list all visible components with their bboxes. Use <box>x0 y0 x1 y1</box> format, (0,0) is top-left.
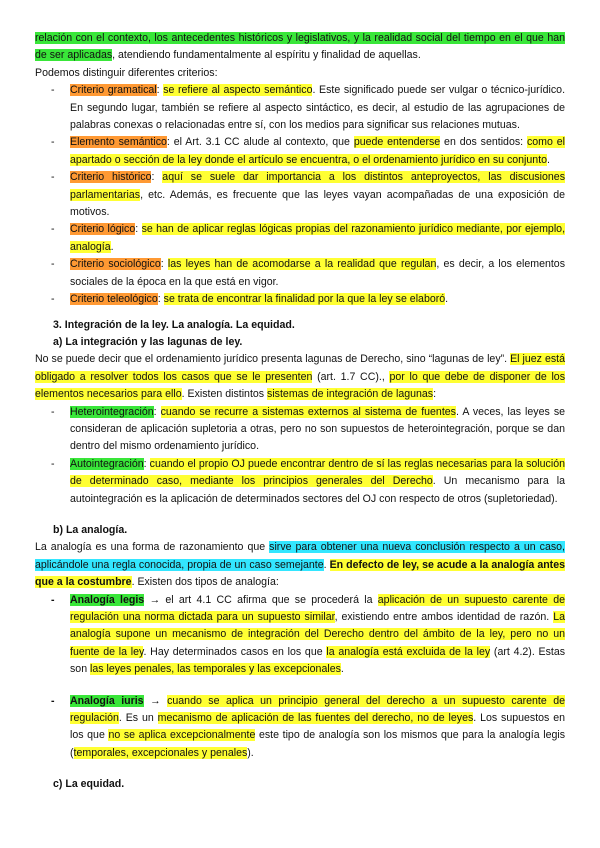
analogia-list-2 <box>35 693 565 763</box>
list-item-autointegracion: - Autointegración: cuando el propio OJ puede encontrar dentro de sí las reglas necesarias para la solución de determinado caso, mediante los principios generales del Derecho. Un mecanismo para la autointegración es la aplicación de determinados sectores del OJ con respecto de otros (supletoriedad). <box>51 457 566 505</box>
list-item-historico: - Criterio histórico: aquí se suele dar importancia a los distintos anteproyectos, las discusiones parlamentarias, etc. Además, es frecuente que las leyes vayan acompañadas de una exposición de motivos. <box>51 171 565 219</box>
subsection-title-lagunas: a) La integración y las lagunas de ley. <box>53 335 243 348</box>
list-item-logico: - Criterio lógico: se han de aplicar reglas lógicas propias del razonamiento jurídico mediante, por ejemplo, analogía. <box>51 223 566 253</box>
list-item-teleologico: - Criterio teleológico: se trata de encontrar la finalidad por la que la ley se elaboró. <box>51 293 449 306</box>
list-item-analogia-legis: - Analogía legis → el art 4.1 CC afirma que se procederá la aplicación de un supuesto carente de regulación una norma dictada para un supuesto similar, existiendo entre ambos identidad de razón. La analogía supone un mecanismo de integración del Derecho dentro del ámbito de la ley, pero no un fuente de la ley. Hay determinados casos en los que la analogía está excluida de la ley (art 4.2). Estas son las leyes penales, las temporales y las excepcionales. <box>51 593 566 676</box>
analogia-paragraph: La analogía es una forma de razonamiento que sirve para obtener una nueva conclusión respecto a un caso, aplicándole una regla conocida, propia de un caso semejante. En defecto de ley, se acude a la analogía antes que a la costumbre. Existen dos tipos de analogía: <box>35 541 565 589</box>
subsection-title-analogia: b) La analogía. <box>53 523 128 536</box>
lagunas-paragraph: No se puede decir que el ordenamiento jurídico presenta lagunas de Derecho, sino “lagunas de ley”. El juez está obligado a resolver todos los casos que se le presenten (art. 1.7 CC)., por lo que debe de disponer de los elementos necesarios para ello. Existen distintos sistemas de integración de lagunas: <box>35 353 566 401</box>
document-page <box>35 30 565 794</box>
analogia-list <box>35 592 565 679</box>
list-item-heterointegracion: - Heterointegración: cuando se recurre a sistemas externos al sistema de fuentes. A veces, las leyes se consideran de aplicación supletoria a otras, pero no son supuestos de heterointegración, porque se dan dentro del mismo ordenamiento jurídico. <box>51 405 566 453</box>
list-item-gramatical: - Criterio gramatical: se refiere al aspecto semántico. Este significado puede ser vulgar o técnico-jurídico. En segundo lugar, también se refiere al aspecto sintáctico, es decir, al estudio de las agrupaciones de palabras conexas o relacionadas entre sí, con los medios para significar sus relaciones mutuas. <box>51 84 566 132</box>
highlight-green: relación con el contexto, los antecedentes históricos y legislativos, y la realidad social del tiempo en el que han de ser aplicadas <box>35 32 565 62</box>
criteria-intro: Podemos distinguir diferentes criterios: <box>35 66 218 79</box>
section-title-integracion: 3. Integración de la ley. La analogía. La equidad. <box>53 318 295 331</box>
list-item-sociologico: - Criterio sociológico: las leyes han de acomodarse a la realidad que regulan, es decir, a los elementos sociales de la época en la que está en vigor. <box>51 258 565 288</box>
intro-paragraph: relación con el contexto, los antecedentes históricos y legislativos, y la realidad social del tiempo en el que han de ser aplicadas, atendiendo fundamentalmente al espíritu y finalidad de aquellas. <box>35 32 565 62</box>
criteria-list <box>35 82 565 308</box>
list-item-semantico: - Elemento semántico: el Art. 3.1 CC alude al contexto, que puede entenderse en dos sentidos: como el apartado o sección de la ley donde el artículo se encuentra, o el ordenamiento jurídico en su conjunto. <box>51 136 566 166</box>
subsection-title-equidad: c) La equidad. <box>53 778 125 791</box>
list-item-analogia-iuris: - Analogía iuris → cuando se aplica un principio general del derecho a un supuesto carente de regulación. Es un mecanismo de aplicación de las fuentes del derecho, no de leyes. Los supuestos en los que no se aplica excepcionalmente este tipo de analogía son los mismos que para la analogía legis (temporales, excepcionales y penales). <box>51 694 566 759</box>
integration-list <box>35 404 565 508</box>
